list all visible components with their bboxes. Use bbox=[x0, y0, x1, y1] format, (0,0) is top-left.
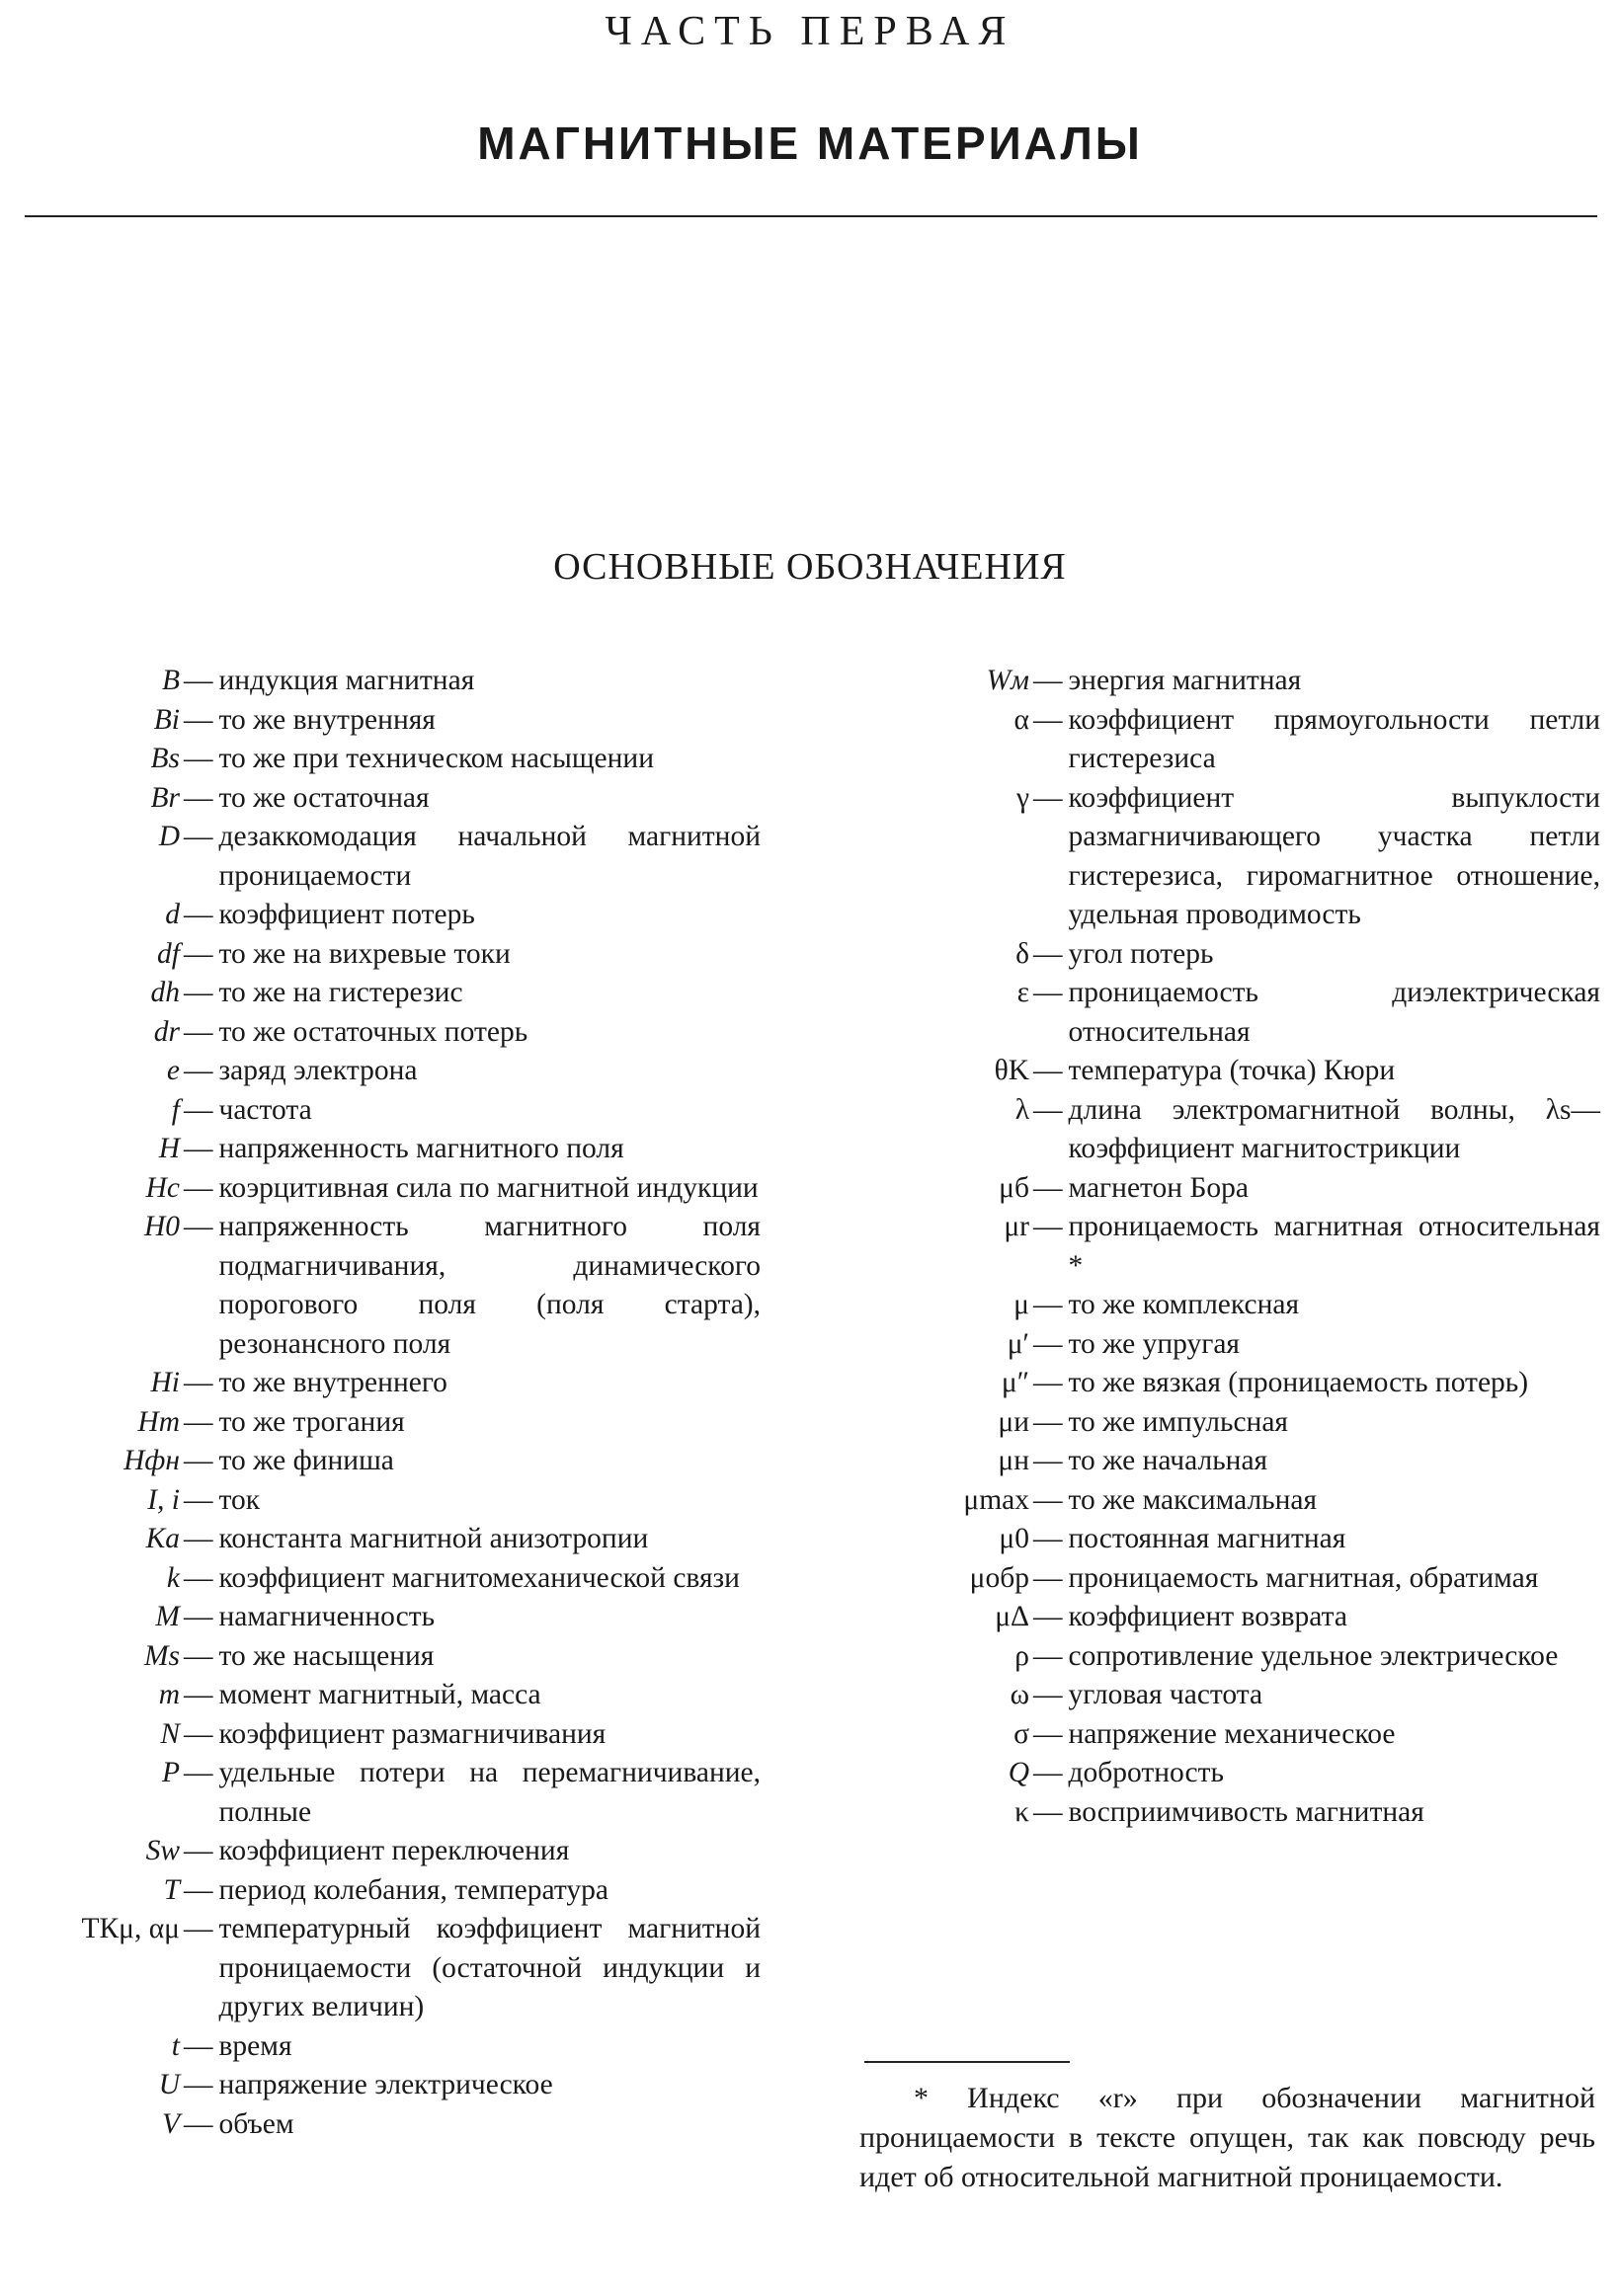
notation-dash: — bbox=[1033, 1523, 1063, 1554]
notation-symbol: H0 bbox=[143, 1211, 180, 1242]
notation-dash: — bbox=[184, 821, 213, 852]
notation-symbol: δ bbox=[1015, 937, 1029, 970]
notation-dash: — bbox=[184, 1445, 213, 1476]
notation-entry bbox=[889, 662, 1600, 701]
notation-dash: — bbox=[1033, 1679, 1063, 1710]
notation-entry bbox=[889, 1325, 1600, 1365]
notation-dash: — bbox=[184, 781, 213, 814]
notation-symbol: Hфн bbox=[123, 1445, 180, 1476]
notation-dash: — bbox=[184, 1015, 213, 1048]
notation-dash: — bbox=[184, 1873, 213, 1906]
notation-symbol: ω bbox=[1010, 1679, 1029, 1710]
notation-description: то же трогания bbox=[218, 1405, 405, 1438]
notation-entry bbox=[889, 1715, 1600, 1755]
notation-entry bbox=[889, 779, 1600, 935]
notation-dash: — bbox=[184, 1639, 213, 1672]
notation-description: напряжение электрическое bbox=[218, 2069, 553, 2100]
notation-dash: — bbox=[184, 1717, 213, 1750]
notation-dash: — bbox=[1033, 977, 1063, 1008]
notation-description: то же вязкая (проницаемость потерь) bbox=[1068, 1367, 1529, 1398]
notation-description: константа магнитной анизотропии bbox=[218, 1523, 649, 1554]
notation-symbol: dr bbox=[153, 1015, 180, 1048]
notation-description: то же остаточная bbox=[218, 781, 430, 814]
notation-symbol: Hc bbox=[145, 1171, 180, 1204]
notation-entry bbox=[889, 701, 1600, 779]
notation-symbol: Wм bbox=[986, 665, 1029, 696]
footnote-divider bbox=[864, 2061, 1070, 2063]
notation-symbol: f bbox=[171, 1093, 180, 1126]
main-title: МАГНИТНЫЕ МАТЕРИАЛЫ bbox=[477, 118, 1143, 169]
notation-dash: — bbox=[1033, 781, 1063, 814]
notation-entry bbox=[20, 1715, 761, 1755]
notation-dash: — bbox=[1033, 1757, 1063, 1788]
notation-symbol: dh bbox=[150, 977, 180, 1008]
notation-symbol: ε bbox=[1016, 977, 1029, 1008]
notation-dash: — bbox=[184, 743, 213, 774]
notation-symbol: Hi bbox=[150, 1367, 180, 1398]
notation-description: объем bbox=[218, 2107, 294, 2140]
notation-entry bbox=[20, 1364, 761, 1403]
notation-entry bbox=[889, 1520, 1600, 1559]
notation-symbol: d bbox=[165, 899, 180, 930]
notation-description: восприимчивость магнитная bbox=[1068, 1795, 1424, 1828]
notation-dash: — bbox=[1033, 703, 1063, 736]
notation-entry bbox=[20, 1442, 761, 1481]
notation-entry bbox=[889, 1754, 1600, 1793]
notation-entry bbox=[20, 2066, 761, 2105]
notation-dash: — bbox=[184, 1405, 213, 1438]
notation-dash: — bbox=[1033, 1561, 1063, 1594]
notation-description: длина электромагнитной волны, λs— коэффициент магнитострикции bbox=[1068, 1093, 1600, 1164]
notation-description: коэрцитивная сила по магнитной индукции bbox=[218, 1171, 759, 1204]
notation-symbol: μr bbox=[1004, 1211, 1029, 1242]
notation-symbol: Hт bbox=[137, 1405, 180, 1438]
notation-symbol: μб bbox=[999, 1171, 1029, 1204]
notation-symbol: k bbox=[166, 1561, 180, 1594]
footnote: * Индекс «r» при обозначении магнитной проницаемости в тексте опущен, так как повсюду речь идет об относительной магнитной проницаемости. bbox=[859, 2082, 1595, 2193]
notation-description: то же начальная bbox=[1068, 1445, 1268, 1476]
notation-dash: — bbox=[1033, 1367, 1063, 1398]
notation-symbol: ТКμ, αμ bbox=[81, 1913, 180, 1944]
notation-entry bbox=[889, 1208, 1600, 1286]
notation-entry bbox=[20, 1910, 761, 2027]
notation-dash: — bbox=[184, 1913, 213, 1944]
notation-entry bbox=[20, 1130, 761, 1169]
notation-description: энергия магнитная bbox=[1068, 665, 1302, 696]
part-title: ЧАСТЬ ПЕРВАЯ bbox=[605, 9, 1015, 54]
notation-dash: — bbox=[184, 1523, 213, 1554]
notation-description: ток bbox=[218, 1483, 261, 1516]
notation-entry bbox=[889, 1598, 1600, 1637]
notation-entry bbox=[20, 740, 761, 779]
notation-description: то же внутренняя bbox=[218, 703, 436, 736]
notation-entry bbox=[889, 974, 1600, 1052]
notation-dash: — bbox=[184, 703, 213, 736]
notation-symbol: ρ bbox=[1014, 1639, 1029, 1672]
notation-description: удельные потери на перемагничивание, полные bbox=[218, 1757, 761, 1828]
notation-symbol: Ms bbox=[143, 1639, 180, 1672]
notation-description: коэффициент выпуклости размагничивающего участка петли гистерезиса, гиромагнитное отношение, удельная проводимость bbox=[1068, 781, 1600, 930]
notation-dash: — bbox=[184, 1367, 213, 1398]
notation-symbol: Br bbox=[150, 781, 180, 814]
section-title: ОСНОВНЫЕ ОБОЗНАЧЕНИЯ bbox=[553, 546, 1067, 588]
notation-description: напряжение механическое bbox=[1068, 1717, 1396, 1750]
notation-description: магнетон Бора bbox=[1068, 1171, 1249, 1204]
notation-entry bbox=[20, 1091, 761, 1131]
notation-description: то же на вихревые токи bbox=[218, 937, 511, 970]
notation-description: проницаемость диэлектрическая относительная bbox=[1068, 977, 1600, 1048]
notation-entry bbox=[20, 2027, 761, 2067]
notation-entry bbox=[889, 1793, 1600, 1833]
notation-entry bbox=[20, 1871, 761, 1911]
notation-entry bbox=[889, 935, 1600, 975]
notation-symbol: α bbox=[1013, 703, 1029, 736]
notation-dash: — bbox=[184, 1757, 213, 1788]
notation-description: момент магнитный, масса bbox=[218, 1679, 541, 1710]
notation-symbol: σ bbox=[1013, 1717, 1029, 1750]
notation-dash: — bbox=[184, 1483, 213, 1516]
notation-symbol: df bbox=[157, 937, 180, 970]
notation-dash: — bbox=[1033, 665, 1063, 696]
notation-entry bbox=[889, 1676, 1600, 1715]
notation-dash: — bbox=[1033, 1055, 1063, 1086]
notation-description: напряженность магнитного поля подмагничивания, динамического порогового поля (поля старта), резонансного поля bbox=[218, 1211, 761, 1360]
notation-dash: — bbox=[1033, 1093, 1063, 1126]
notation-entry bbox=[20, 1169, 761, 1209]
notation-dash: — bbox=[1033, 1405, 1063, 1438]
notation-dash: — bbox=[1033, 1795, 1063, 1828]
notation-symbol: γ bbox=[1015, 781, 1029, 814]
notation-description: то же упругая bbox=[1068, 1327, 1240, 1360]
notation-symbol: e bbox=[166, 1055, 180, 1086]
notation-description: то же импульсная bbox=[1068, 1405, 1289, 1438]
notation-dash: — bbox=[184, 937, 213, 970]
notation-dash: — bbox=[1033, 1171, 1063, 1204]
notation-dash: — bbox=[184, 2069, 213, 2100]
notation-entry bbox=[20, 1754, 761, 1832]
notation-symbol: N bbox=[160, 1717, 180, 1750]
notation-symbol: I, i bbox=[147, 1483, 180, 1516]
notation-entry bbox=[889, 1403, 1600, 1443]
notation-entry bbox=[889, 1052, 1600, 1091]
notation-symbol: t bbox=[171, 2029, 180, 2062]
notation-dash: — bbox=[184, 977, 213, 1008]
notation-entry bbox=[20, 935, 761, 975]
notation-entry bbox=[889, 1091, 1600, 1169]
notation-entry bbox=[889, 1559, 1600, 1599]
notation-description: период колебания, температура bbox=[218, 1873, 608, 1906]
notation-description: коэффициент возврата bbox=[1068, 1601, 1347, 1632]
notation-dash: — bbox=[184, 2107, 213, 2140]
notation-dash: — bbox=[1033, 1327, 1063, 1360]
notation-description: индукция магнитная bbox=[218, 665, 475, 696]
notation-symbol: θK bbox=[994, 1055, 1029, 1086]
notation-description: намагниченность bbox=[218, 1601, 436, 1632]
notation-entry bbox=[20, 1832, 761, 1871]
notation-column-left bbox=[20, 662, 761, 2144]
notation-dash: — bbox=[1033, 1289, 1063, 1320]
notation-entry bbox=[20, 1559, 761, 1599]
notation-entry bbox=[20, 662, 761, 701]
notation-entry bbox=[20, 1052, 761, 1091]
notation-dash: — bbox=[184, 1093, 213, 1126]
notation-description: напряженность магнитного поля bbox=[218, 1133, 624, 1164]
notation-dash: — bbox=[1033, 1601, 1063, 1632]
notation-symbol: Ka bbox=[145, 1523, 180, 1554]
notation-entry bbox=[889, 1364, 1600, 1403]
notation-symbol: μΔ bbox=[995, 1601, 1029, 1632]
notation-dash: — bbox=[184, 1171, 213, 1204]
notation-symbol: V bbox=[161, 2107, 180, 2140]
notation-entry bbox=[20, 2105, 761, 2145]
notation-symbol: U bbox=[158, 2069, 180, 2100]
notation-entry bbox=[889, 1481, 1600, 1521]
notation-description: коэффициент переключения bbox=[218, 1835, 570, 1866]
notation-description: температура (точка) Кюри bbox=[1068, 1055, 1396, 1086]
notation-symbol: Bi bbox=[153, 703, 180, 736]
notation-dash: — bbox=[184, 1679, 213, 1710]
notation-symbol: P bbox=[161, 1757, 180, 1788]
notation-description: заряд электрона bbox=[218, 1055, 418, 1086]
notation-symbol: μобр bbox=[969, 1561, 1029, 1594]
notation-description: коэффициент магнитомеханической связи bbox=[218, 1561, 740, 1594]
notation-description: то же максимальная bbox=[1068, 1483, 1318, 1516]
notation-dash: — bbox=[184, 2029, 213, 2062]
notation-entry bbox=[889, 1286, 1600, 1325]
notation-entry bbox=[20, 974, 761, 1013]
notation-dash: — bbox=[1033, 1717, 1063, 1750]
notation-entry bbox=[20, 1403, 761, 1443]
notation-description: то же насыщения bbox=[218, 1639, 435, 1672]
notation-entry bbox=[20, 818, 761, 896]
notation-symbol: Q bbox=[1008, 1757, 1029, 1788]
notation-entry bbox=[20, 1676, 761, 1715]
notation-symbol: μ″ bbox=[1001, 1367, 1029, 1398]
notation-symbol: M bbox=[155, 1601, 180, 1632]
notation-description: дезаккомодация начальной магнитной проницаемости bbox=[218, 821, 761, 892]
notation-entry bbox=[20, 1013, 761, 1053]
notation-entry bbox=[20, 1208, 761, 1364]
notation-description: угловая частота bbox=[1068, 1679, 1263, 1710]
notation-description: коэффициент размагничивания bbox=[218, 1717, 607, 1750]
notation-description: добротность bbox=[1068, 1757, 1224, 1788]
notation-entry bbox=[20, 701, 761, 741]
notation-description: то же финиша bbox=[218, 1445, 394, 1476]
notation-entry bbox=[20, 896, 761, 935]
notation-dash: — bbox=[1033, 1639, 1063, 1672]
notation-dash: — bbox=[184, 1055, 213, 1086]
notation-dash: — bbox=[184, 1211, 213, 1242]
notation-description: то же внутреннего bbox=[218, 1367, 447, 1398]
notation-dash: — bbox=[1033, 1445, 1063, 1476]
notation-dash: — bbox=[184, 1835, 213, 1866]
notation-symbol: μ′ bbox=[1007, 1327, 1029, 1360]
title-divider bbox=[25, 215, 1597, 217]
notation-symbol: B bbox=[161, 665, 180, 696]
notation-description: проницаемость магнитная относительная * bbox=[1068, 1211, 1600, 1282]
notation-description: коэффициент потерь bbox=[218, 899, 475, 930]
notation-dash: — bbox=[1033, 1483, 1063, 1516]
notation-entry bbox=[20, 1598, 761, 1637]
notation-description: температурный коэффициент магнитной проницаемости (остаточной индукции и других величин) bbox=[218, 1913, 761, 2022]
notation-dash: — bbox=[184, 1601, 213, 1632]
notation-description: то же на гистерезис bbox=[218, 977, 463, 1008]
notation-symbol: m bbox=[158, 1679, 180, 1710]
notation-entry bbox=[889, 1442, 1600, 1481]
notation-dash: — bbox=[1033, 937, 1063, 970]
notation-description: коэффициент прямоугольности петли гистерезиса bbox=[1068, 703, 1600, 774]
notation-description: частота bbox=[218, 1093, 312, 1126]
notation-symbol: Sw bbox=[145, 1835, 180, 1866]
notation-entry bbox=[889, 1637, 1600, 1677]
notation-dash: — bbox=[184, 665, 213, 696]
notation-description: проницаемость магнитная, обратимая bbox=[1068, 1561, 1539, 1594]
notation-symbol: μн bbox=[998, 1445, 1029, 1476]
notation-dash: — bbox=[1033, 1211, 1063, 1242]
notation-description: сопротивление удельное электрическое bbox=[1068, 1639, 1559, 1672]
notation-entry bbox=[20, 1520, 761, 1559]
notation-symbol: κ bbox=[1014, 1795, 1029, 1828]
notation-dash: — bbox=[184, 1133, 213, 1164]
notation-symbol: μи bbox=[998, 1405, 1029, 1438]
notation-entry bbox=[20, 1637, 761, 1677]
notation-entry bbox=[889, 1169, 1600, 1209]
notation-symbol: D bbox=[158, 821, 180, 852]
notation-description: то же остаточных потерь bbox=[218, 1015, 528, 1048]
notation-symbol: Bs bbox=[150, 743, 180, 774]
notation-symbol: μ0 bbox=[999, 1523, 1029, 1554]
notation-symbol: H bbox=[158, 1133, 180, 1164]
notation-symbol: λ bbox=[1014, 1093, 1029, 1126]
notation-description: угол потерь bbox=[1068, 937, 1214, 970]
notation-entry bbox=[20, 779, 761, 819]
notation-description: время bbox=[218, 2029, 292, 2062]
notation-dash: — bbox=[184, 899, 213, 930]
notation-symbol: μ bbox=[1013, 1289, 1029, 1320]
notation-dash: — bbox=[184, 1561, 213, 1594]
notation-symbol: μmax bbox=[963, 1483, 1029, 1516]
notation-column-right bbox=[889, 662, 1600, 1832]
notation-description: то же при техническом насыщении bbox=[218, 743, 654, 774]
notation-description: постоянная магнитная bbox=[1068, 1523, 1346, 1554]
notation-description: то же комплексная bbox=[1068, 1289, 1300, 1320]
notation-symbol: T bbox=[163, 1873, 180, 1906]
notation-entry bbox=[20, 1481, 761, 1521]
